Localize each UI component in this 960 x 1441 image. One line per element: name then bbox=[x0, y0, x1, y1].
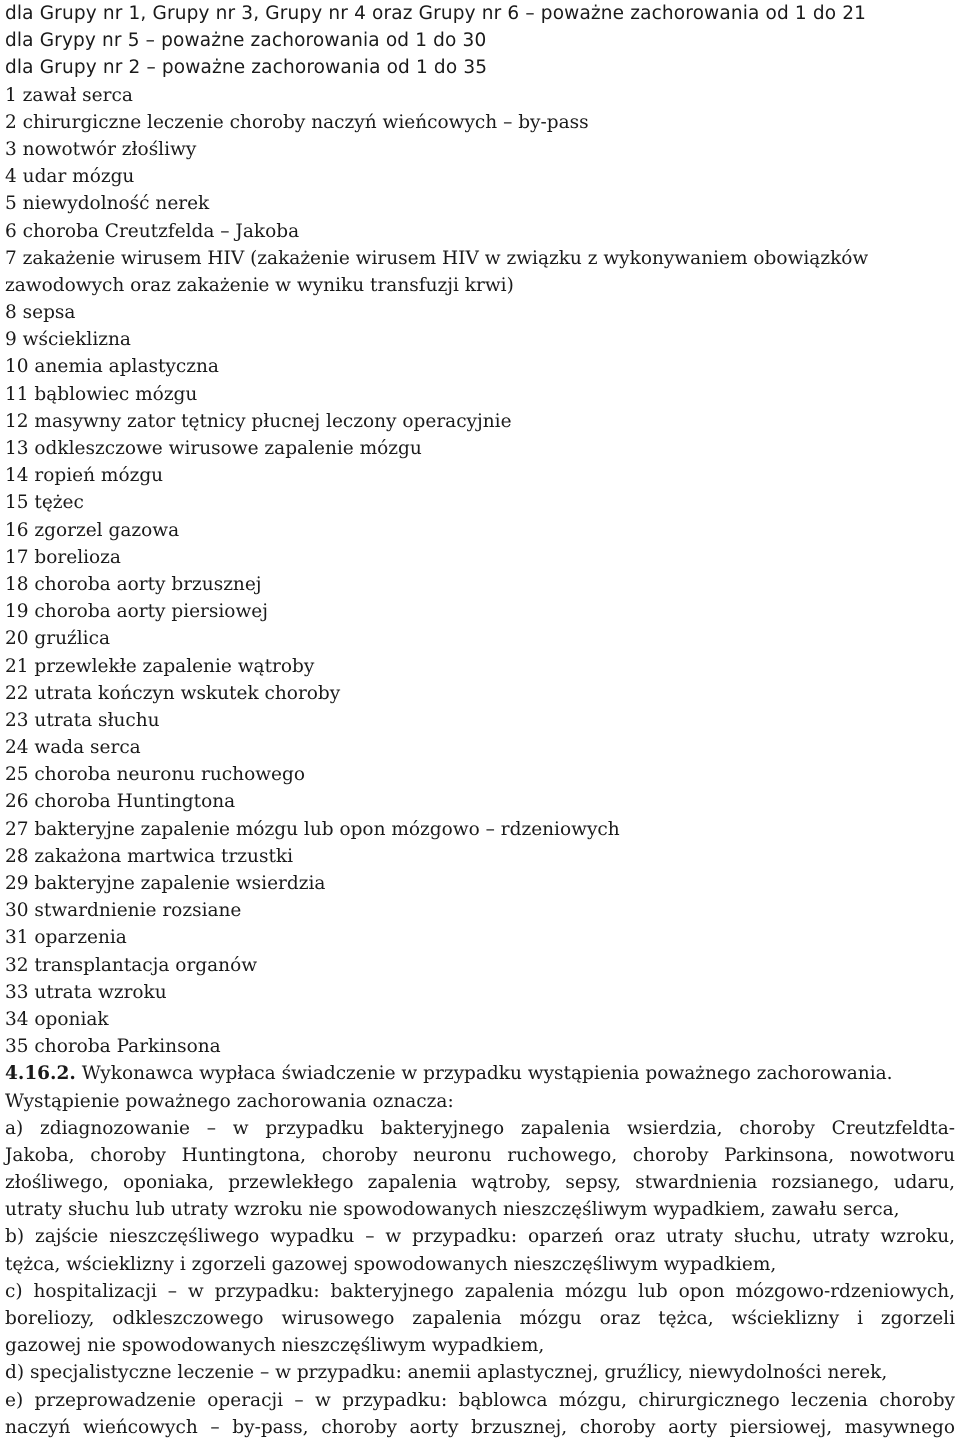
disease-list-item: 29 bakteryjne zapalenie wsierdzia bbox=[5, 873, 326, 894]
disease-list-item: 25 choroba neuronu ruchowego bbox=[5, 764, 305, 786]
disease-list-item: 18 choroba aorty brzusznej bbox=[5, 573, 262, 595]
section-paragraph-line: złośliwego, oponiaka, przewlekłego zapalenia wątroby, sepsy, stwardnienia rozsianego, udaru, bbox=[5, 1172, 955, 1194]
disease-list-item: 14 ropień mózgu bbox=[5, 465, 164, 487]
disease-list-item: 22 utrata kończyn wskutek choroby bbox=[5, 682, 341, 704]
section-body bbox=[5, 1115, 955, 1441]
section-paragraph-line: Jakoba, choroby Huntingtona, choroby neuronu ruchowego, choroby Parkinsona, nowotworu bbox=[5, 1144, 955, 1166]
disease-list-item: 21 przewlekłe zapalenie wątroby bbox=[5, 655, 315, 677]
disease-list-item: 6 choroba Creutzfelda – Jakoba bbox=[5, 220, 300, 242]
disease-list-item: 34 oponiak bbox=[5, 1008, 109, 1030]
document-page bbox=[5, 0, 955, 1441]
section-heading-text: Wykonawca wypłaca świadczenie w przypadku wystąpienia poważnego zachorowania. bbox=[75, 1063, 893, 1085]
disease-list bbox=[5, 82, 955, 1061]
disease-list-item: 35 choroba Parkinsona bbox=[5, 1036, 221, 1058]
disease-list-item: 3 nowotwór złośliwy bbox=[5, 138, 197, 160]
disease-list-item: 10 anemia aplastyczna bbox=[5, 356, 219, 378]
disease-list-item: 28 zakażona martwica trzustki bbox=[5, 845, 294, 867]
section-4-16-2 bbox=[5, 1060, 955, 1441]
disease-list-item: 33 utrata wzroku bbox=[5, 981, 167, 1003]
disease-list-item: 17 borelioza bbox=[5, 546, 121, 568]
group-header-line: dla Grypy nr 5 – poważne zachorowania od 1 do 30 bbox=[5, 30, 487, 52]
section-paragraph-line: utraty słuchu lub utraty wzroku nie spowodowanych nieszczęśliwym wypadkiem, zawału serca, bbox=[5, 1199, 900, 1221]
disease-list-item: 9 wścieklizna bbox=[5, 329, 131, 351]
disease-list-item: zawodowych oraz zakażenie w wyniku transfuzji krwi) bbox=[5, 274, 514, 296]
disease-list-item: 32 transplantacja organów bbox=[5, 954, 258, 976]
disease-list-item: 20 gruźlica bbox=[5, 628, 110, 650]
section-paragraph-line: boreliozy, odkleszczowego wirusowego zapalenia mózgu oraz tężca, wścieklizny i zgorzeli bbox=[5, 1308, 955, 1329]
section-paragraph-line: gazowej nie spowodowanych nieszczęśliwym wypadkiem, bbox=[5, 1335, 545, 1357]
disease-list-item: 16 zgorzel gazowa bbox=[5, 519, 180, 541]
group-header-list bbox=[5, 0, 955, 82]
disease-list-item: 4 udar mózgu bbox=[5, 166, 135, 188]
section-intro: Wystąpienie poważnego zachorowania oznacza: bbox=[5, 1090, 454, 1112]
section-paragraph-line: naczyń wieńcowych – by-pass, choroby aorty brzusznej, choroby aorty piersiowej, masywnego bbox=[5, 1416, 955, 1438]
section-paragraph-line: d) specjalistyczne leczenie – w przypadku: anemii aplastycznej, gruźlicy, niewydolności nerek, bbox=[5, 1362, 888, 1384]
group-header-line: dla Grupy nr 1, Grupy nr 3, Grupy nr 4 oraz Grupy nr 6 – poważne zachorowania od 1 do 21 bbox=[5, 3, 867, 24]
disease-list-item: 23 utrata słuchu bbox=[5, 709, 160, 731]
section-paragraph-line: c) hospitalizacji – w przypadku: bakteryjnego zapalenia mózgu lub opon mózgowo-rdzeniowych, bbox=[5, 1280, 955, 1302]
disease-list-item: 8 sepsa bbox=[5, 302, 76, 324]
disease-list-item: 19 choroba aorty piersiowej bbox=[5, 601, 268, 623]
section-heading bbox=[5, 1060, 955, 1087]
disease-list-item: 26 choroba Huntingtona bbox=[5, 791, 236, 813]
section-number: 4.16.2. bbox=[5, 1063, 76, 1085]
disease-list-item: 5 niewydolność nerek bbox=[5, 193, 210, 215]
disease-list-item: 15 tężec bbox=[5, 492, 84, 514]
disease-list-item: 27 bakteryjne zapalenie mózgu lub opon mózgowo – rdzeniowych bbox=[5, 818, 620, 840]
disease-list-item: 31 oparzenia bbox=[5, 927, 127, 949]
group-header-line: dla Grupy nr 2 – poważne zachorowania od 1 do 35 bbox=[5, 57, 488, 79]
disease-list-item: 11 bąblowiec mózgu bbox=[5, 383, 198, 405]
disease-list-item: 30 stwardnienie rozsiane bbox=[5, 900, 242, 922]
disease-list-item: 13 odkleszczowe wirusowe zapalenie mózgu bbox=[5, 438, 422, 459]
disease-list-item: 2 chirurgiczne leczenie choroby naczyń wieńcowych – by-pass bbox=[5, 111, 589, 133]
section-paragraph-line: tężca, wścieklizny i zgorzeli gazowej spowodowanych nieszczęśliwym wypadkiem, bbox=[5, 1253, 777, 1275]
disease-list-item: 7 zakażenie wirusem HIV (zakażenie wirusem HIV w związku z wykonywaniem obowiązków bbox=[5, 247, 869, 269]
disease-list-item: 1 zawał serca bbox=[5, 84, 133, 106]
section-paragraph-line: b) zajście nieszczęśliwego wypadku – w przypadku: oparzeń oraz utraty słuchu, utraty wzroku, bbox=[5, 1226, 955, 1248]
disease-list-item: 24 wada serca bbox=[5, 737, 141, 759]
section-paragraph-line: e) przeprowadzenie operacji – w przypadku: bąblowca mózgu, chirurgicznego leczenia choroby bbox=[5, 1389, 955, 1411]
disease-list-item: 12 masywny zator tętnicy płucnej leczony operacyjnie bbox=[5, 410, 512, 432]
section-paragraph-line: a) zdiagnozowanie – w przypadku bakteryjnego zapalenia wsierdzia, choroby Creutzfeldta- bbox=[5, 1117, 955, 1139]
